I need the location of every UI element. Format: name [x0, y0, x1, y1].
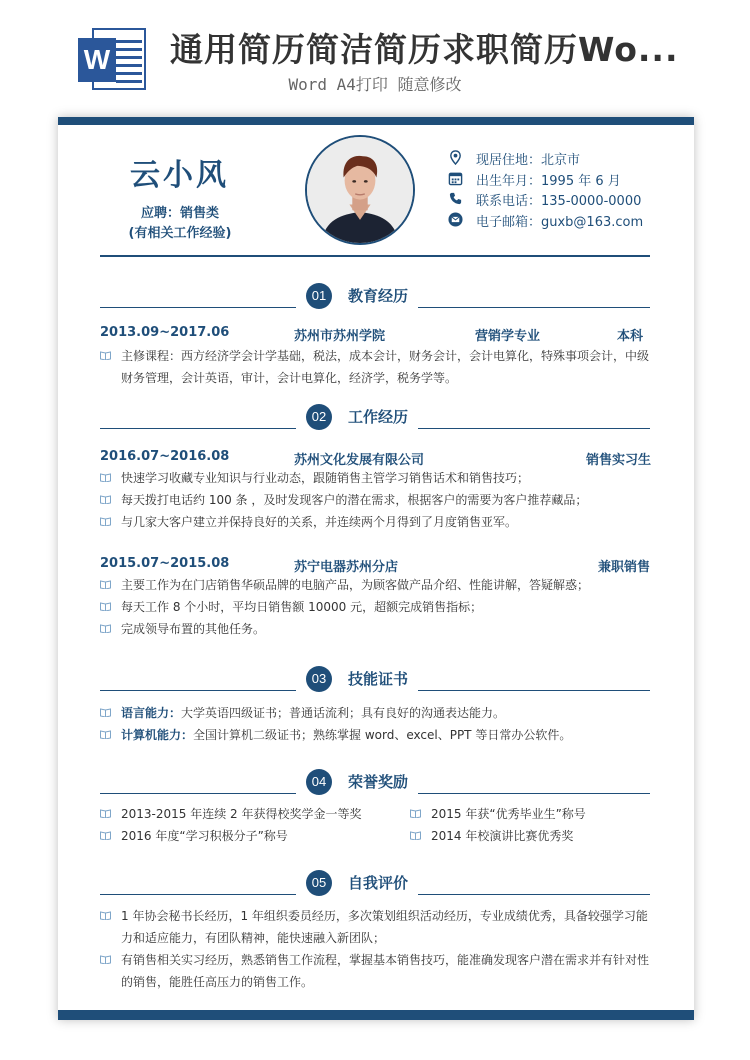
job-role: 销售实习生	[586, 453, 652, 468]
job-company: 苏宁电器苏州分店	[294, 560, 399, 575]
section-number: 04	[306, 769, 332, 795]
apply-position: 应聘：销售类	[140, 206, 219, 221]
book-icon	[100, 517, 111, 526]
book-icon	[100, 809, 111, 818]
book-icon	[100, 911, 111, 920]
phone-icon	[448, 191, 463, 206]
section-work-header	[100, 404, 650, 434]
section-title: 教育经历	[348, 285, 412, 306]
book-icon	[100, 473, 111, 482]
avatar	[305, 135, 415, 245]
mail-icon	[448, 212, 463, 227]
section-title: 技能证书	[348, 668, 412, 689]
book-icon	[100, 730, 111, 739]
section-title: 荣誉奖励	[348, 771, 412, 792]
top-accent-bar	[58, 117, 694, 125]
education-major: 营销学专业	[475, 329, 541, 344]
book-icon	[100, 708, 111, 717]
section-number: 03	[306, 666, 332, 692]
job-company: 苏州文化发展有限公司	[294, 453, 425, 468]
book-icon	[100, 624, 111, 633]
experience-note: (有相关工作经验)	[128, 226, 232, 241]
calendar-icon	[448, 171, 463, 186]
document-title: 通用简历简洁简历求职简历Wo...	[170, 30, 679, 69]
book-icon	[410, 831, 421, 840]
section-number: 05	[306, 870, 332, 896]
skill-text: 大学英语四级证书；普通话流利；具有良好的沟通表达能力。	[181, 706, 506, 720]
section-honors-header	[100, 769, 650, 799]
skill-text: 全国计算机二级证书；熟练掌握 word、excel、PPT 等日常办公软件。	[193, 728, 572, 742]
job-period: 2016.07~2016.08	[100, 449, 230, 464]
word-icon-letter: W	[78, 38, 116, 82]
section-skills-header	[100, 666, 650, 696]
book-icon	[100, 580, 111, 589]
education-period: 2013.09~2017.06	[100, 325, 230, 340]
section-number: 01	[306, 283, 332, 309]
job-role: 兼职销售	[598, 560, 651, 575]
book-icon	[100, 955, 111, 964]
book-icon	[100, 351, 111, 360]
section-title: 自我评价	[348, 872, 412, 893]
bottom-accent-bar	[58, 1010, 694, 1020]
job-period: 2015.07~2015.08	[100, 556, 230, 571]
avatar-portrait	[307, 137, 413, 243]
book-icon	[100, 831, 111, 840]
education-degree: 本科	[617, 329, 644, 344]
preview-banner	[0, 0, 750, 105]
location-icon	[448, 150, 463, 165]
book-icon	[410, 809, 421, 818]
section-education-header	[100, 283, 650, 313]
header-divider	[100, 255, 650, 257]
section-title: 工作经历	[348, 406, 412, 427]
book-icon	[100, 495, 111, 504]
skill-label: 语言能力：	[121, 706, 182, 720]
document-subtitle: Word A4打印 随意修改	[288, 75, 462, 94]
book-icon	[100, 602, 111, 611]
education-school: 苏州市苏州学院	[294, 329, 386, 344]
candidate-name: 云小风	[130, 158, 229, 193]
section-number: 02	[306, 404, 332, 430]
section-self-header	[100, 870, 650, 900]
skill-label: 计算机能力：	[121, 728, 194, 742]
